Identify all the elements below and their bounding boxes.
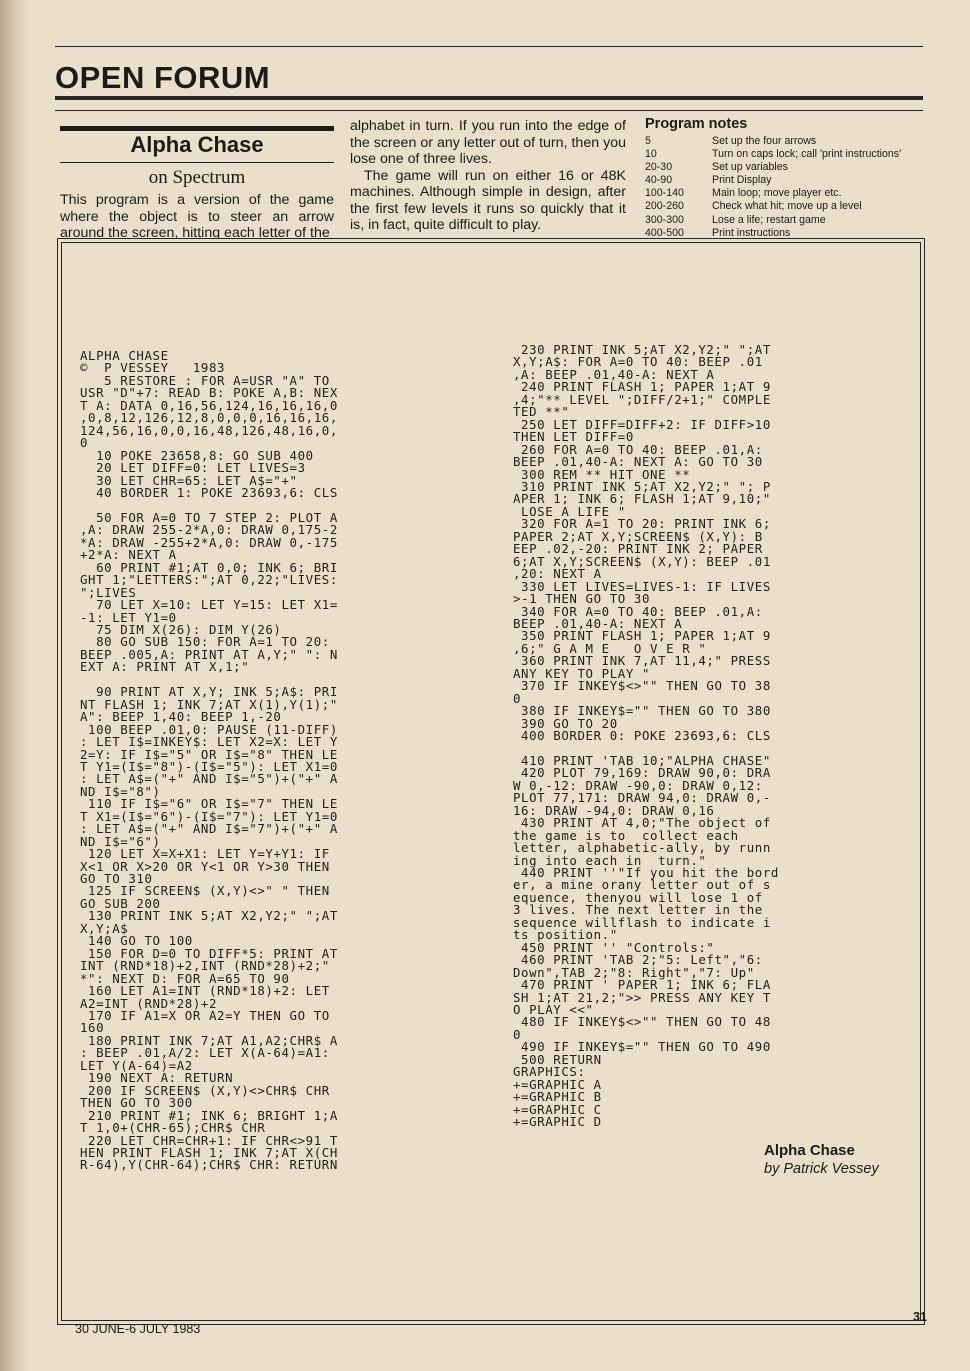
notes-description: Lose a life; restart game <box>712 213 826 226</box>
section-title: OPEN FORUM <box>55 60 271 95</box>
notes-description: Print instructions <box>712 226 791 239</box>
program-listing-right: 230 PRINT INK 5;AT X2,Y2;" ";AT X,Y;A$: FOR A=0 TO 40: BEEP .01 ,A: BEEP .01,40-A: NEXT A 240 PRINT FLASH 1; PAPER 1;AT 9 ,4;"** LEVEL ";DIFF/2+1;" COMPLE TED **" 250 LET DIFF=DIFF+2: IF DIFF>10 THEN LET DIFF=0 260 FOR A=0 TO 40: BEEP .01,A: BEEP .01,40-A: NEXT A: GO TO 30 300 REM ** HIT ONE ** 310 PRINT INK 5;AT X2,Y2;" "; P APER 1; INK 6; FLASH 1;AT 9,10;" LOSE A LIFE " 320 FOR A=1 TO 20: PRINT INK 6; PAPER 2;AT X,Y;SCREEN$ (X,Y): B EEP .02,-20: PRINT INK 2; PAPER 6;AT X,Y;SCREEN$ (X,Y): BEEP .01 ,20: NEXT A 330 LET LIVES=LIVES-1: IF LIVES >-1 THEN GO TO 30 340 FOR A=0 TO 40: BEEP .01,A: BEEP .01,40-A: NEXT A 350 PRINT FLASH 1; PAPER 1;AT 9 ,6;" G A M E O V E R " 360 PRINT INK 7,AT 11,4;" PRESS ANY KEY TO PLAY " 370 IF INKEY$<>"" THEN GO TO 38 0 380 IF INKEY$="" THEN GO TO 380 390 GO TO 20 400 BORDER 0: POKE 23693,6: CLS 410 PRINT 'TAB 10;"ALPHA CHASE" 420 PLOT 79,169: DRAW 90,0: DRA W 0,-12: DRAW -90,0: DRAW 0,12: PLOT 77,171: DRAW 94,0: DRAW 0,- 16: DRAW -94,0: DRAW 0,16 430 PRINT AT 4,0;"The object of the game is to collect each letter, alphabetic-ally, by runn ing into each in turn." 440 PRINT ''"If you hit the bord er, a mine orany letter out of s equence, thenyou will lose 1 of 3 lives. The next letter in the sequence willflash to indicate i ts position." 450 PRINT '' "Controls:" 460 PRINT 'TAB 2;"5: Left","6: Down",TAB 2;"8: Right","7: Up" 470 PRINT ' PAPER 1; INK 6; FLA SH 1;AT 21,2;">> PRESS ANY KEY T O PLAY <<" 480 IF INKEY$<>"" THEN GO TO 48 0 490 IF INKEY$="" THEN GO TO 490 500 RETURN GRAPHICS: +=GRAPHIC A +=GRAPHIC B +=GRAPHIC C +=GRAPHIC D <box>513 342 779 1130</box>
notes-description: Set up the four arrows <box>712 135 817 147</box>
section-title-rule <box>55 96 923 100</box>
page-gutter-shadow <box>0 0 28 1371</box>
intro-continuation <box>350 118 626 234</box>
paragraph-continued: alphabet in turn. If you run into the edge of the screen or any letter out of turn, then you lose one of three lives. <box>350 118 626 167</box>
notes-line-range: 5 <box>645 135 651 147</box>
notes-row <box>645 148 925 161</box>
notes-description: Main loop; move player etc. <box>712 187 842 200</box>
notes-row <box>645 174 925 187</box>
program-notes-title: Program notes <box>645 116 748 132</box>
paragraph-machines: The game will run on either 16 or 48K machines. Although simple in design, after the first few levels it runs so quickly that it is, in fact, quite difficult to play. <box>350 167 626 233</box>
notes-row <box>645 135 925 148</box>
byline-title: Alpha Chase <box>764 1142 855 1159</box>
article-title-bottom-rule <box>60 162 334 163</box>
notes-row <box>645 161 925 174</box>
page-number: 31 <box>913 1310 927 1324</box>
program-listing-left: ALPHA CHASE © P VESSEY 1983 5 RESTORE : FOR A=USR "A" TO USR "D"+7: READ B: POKE A,B: NEX T A: DATA 0,16,56,124,16,16,16,0 ,0,8,12,126,12,8,0,0,0,16,16,16, 124,56,16,0,0,16,48,126,48,16,0, 0 10 POKE 23658,8: GO SUB 400 20 LET DIFF=0: LET LIVES=3 30 LET CHR=65: LET A$="+" 40 BORDER 1: POKE 23693,6: CLS 50 FOR A=0 TO 7 STEP 2: PLOT A ,A: DRAW 255-2*A,0: DRAW 0,175-2 *A: DRAW -255+2*A,0: DRAW 0,-175 +2*A: NEXT A 60 PRINT #1;AT 0,0; INK 6; BRI GHT 1;"LETTERS:";AT 0,22;"LIVES: ";LIVES 70 LET X=10: LET Y=15: LET X1= -1: LET Y1=0 75 DIM X(26): DIM Y(26) 80 GO SUB 150: FOR A=1 TO 20: BEEP .005,A: PRINT AT A,Y;" ": N EXT A: PRINT AT X,1;" 90 PRINT AT X,Y; INK 5;A$: PRI NT FLASH 1; INK 7;AT X(1),Y(1);" A": BEEP 1,40: BEEP 1,-20 100 BEEP .01,0: PAUSE (11-DIFF) : LET I$=INKEY$: LET X2=X: LET Y 2=Y: IF I$="5" OR I$="8" THEN LE T Y1=(I$="8")-(I$="5"): LET X1=0 : LET A$=("+" AND I$="5")+("+" A ND I$="8") 110 IF I$="6" OR I$="7" THEN LE T X1=(I$="6")-(I$="7"): LET Y1=0 : LET A$=("+" AND I$="7")+("+" A ND I$="6") 120 LET X=X+X1: LET Y=Y+Y1: IF X<1 OR X>20 OR Y<1 OR Y>30 THEN GO TO 310 125 IF SCREEN$ (X,Y)<>" " THEN GO SUB 200 130 PRINT INK 5;AT X2,Y2;" ";AT X,Y;A$ 140 GO TO 100 150 FOR D=0 TO DIFF*5: PRINT AT INT (RND*18)+2,INT (RND*28)+2;" *": NEXT D: FOR A=65 TO 90 160 LET A1=INT (RND*18)+2: LET A2=INT (RND*28)+2 170 IF A1=X OR A2=Y THEN GO TO 160 180 PRINT INK 7;AT A1,A2;CHR$ A : BEEP .01,A/2: LET X(A-64)=A1: LET Y(A-64)=A2 190 NEXT A: RETURN 200 IF SCREEN$ (X,Y)<>CHR$ CHR THEN GO TO 300 210 PRINT #1; INK 6; BRIGHT 1;A T 1,0+(CHR-65);CHR$ CHR 220 LET CHR=CHR+1: IF CHR<>91 T HEN PRINT FLASH 1; INK 7;AT X(CH R-64),Y(CHR-64);CHR$ CHR: RETURN <box>80 348 338 1173</box>
intro-paragraph: This program is a version of the game where the object is to steer an arrow around the screen, hitting each letter of the <box>60 192 334 241</box>
notes-row <box>645 214 925 227</box>
notes-line-range: 400-500 <box>645 226 684 239</box>
notes-line-range: 300-300 <box>645 213 684 226</box>
byline <box>764 1141 879 1178</box>
notes-row <box>645 200 925 213</box>
notes-line-range: 100-140 <box>645 187 684 200</box>
issue-date: 30 JUNE-6 JULY 1983 <box>75 1322 201 1336</box>
notes-row <box>645 227 925 240</box>
notes-description: Set up variables <box>712 161 788 174</box>
section-thin-rule <box>55 110 923 111</box>
notes-line-range: 20-30 <box>645 161 673 174</box>
byline-author: by Patrick Vessey <box>764 1161 879 1177</box>
notes-row <box>645 187 925 200</box>
article-title-top-rule <box>60 126 334 131</box>
notes-description: Print Display <box>712 174 772 187</box>
notes-line-range: 200-260 <box>645 200 684 213</box>
notes-line-range: 10 <box>645 148 657 161</box>
notes-line-range: 40-90 <box>645 174 673 187</box>
notes-description: Check what hit; move up a level <box>712 200 862 213</box>
article-title: Alpha Chase <box>130 132 264 157</box>
program-notes <box>645 115 925 240</box>
top-rule <box>55 46 923 47</box>
article-subtitle: on Spectrum <box>148 167 246 188</box>
notes-description: Turn on caps lock; call 'print instructions' <box>712 148 902 161</box>
